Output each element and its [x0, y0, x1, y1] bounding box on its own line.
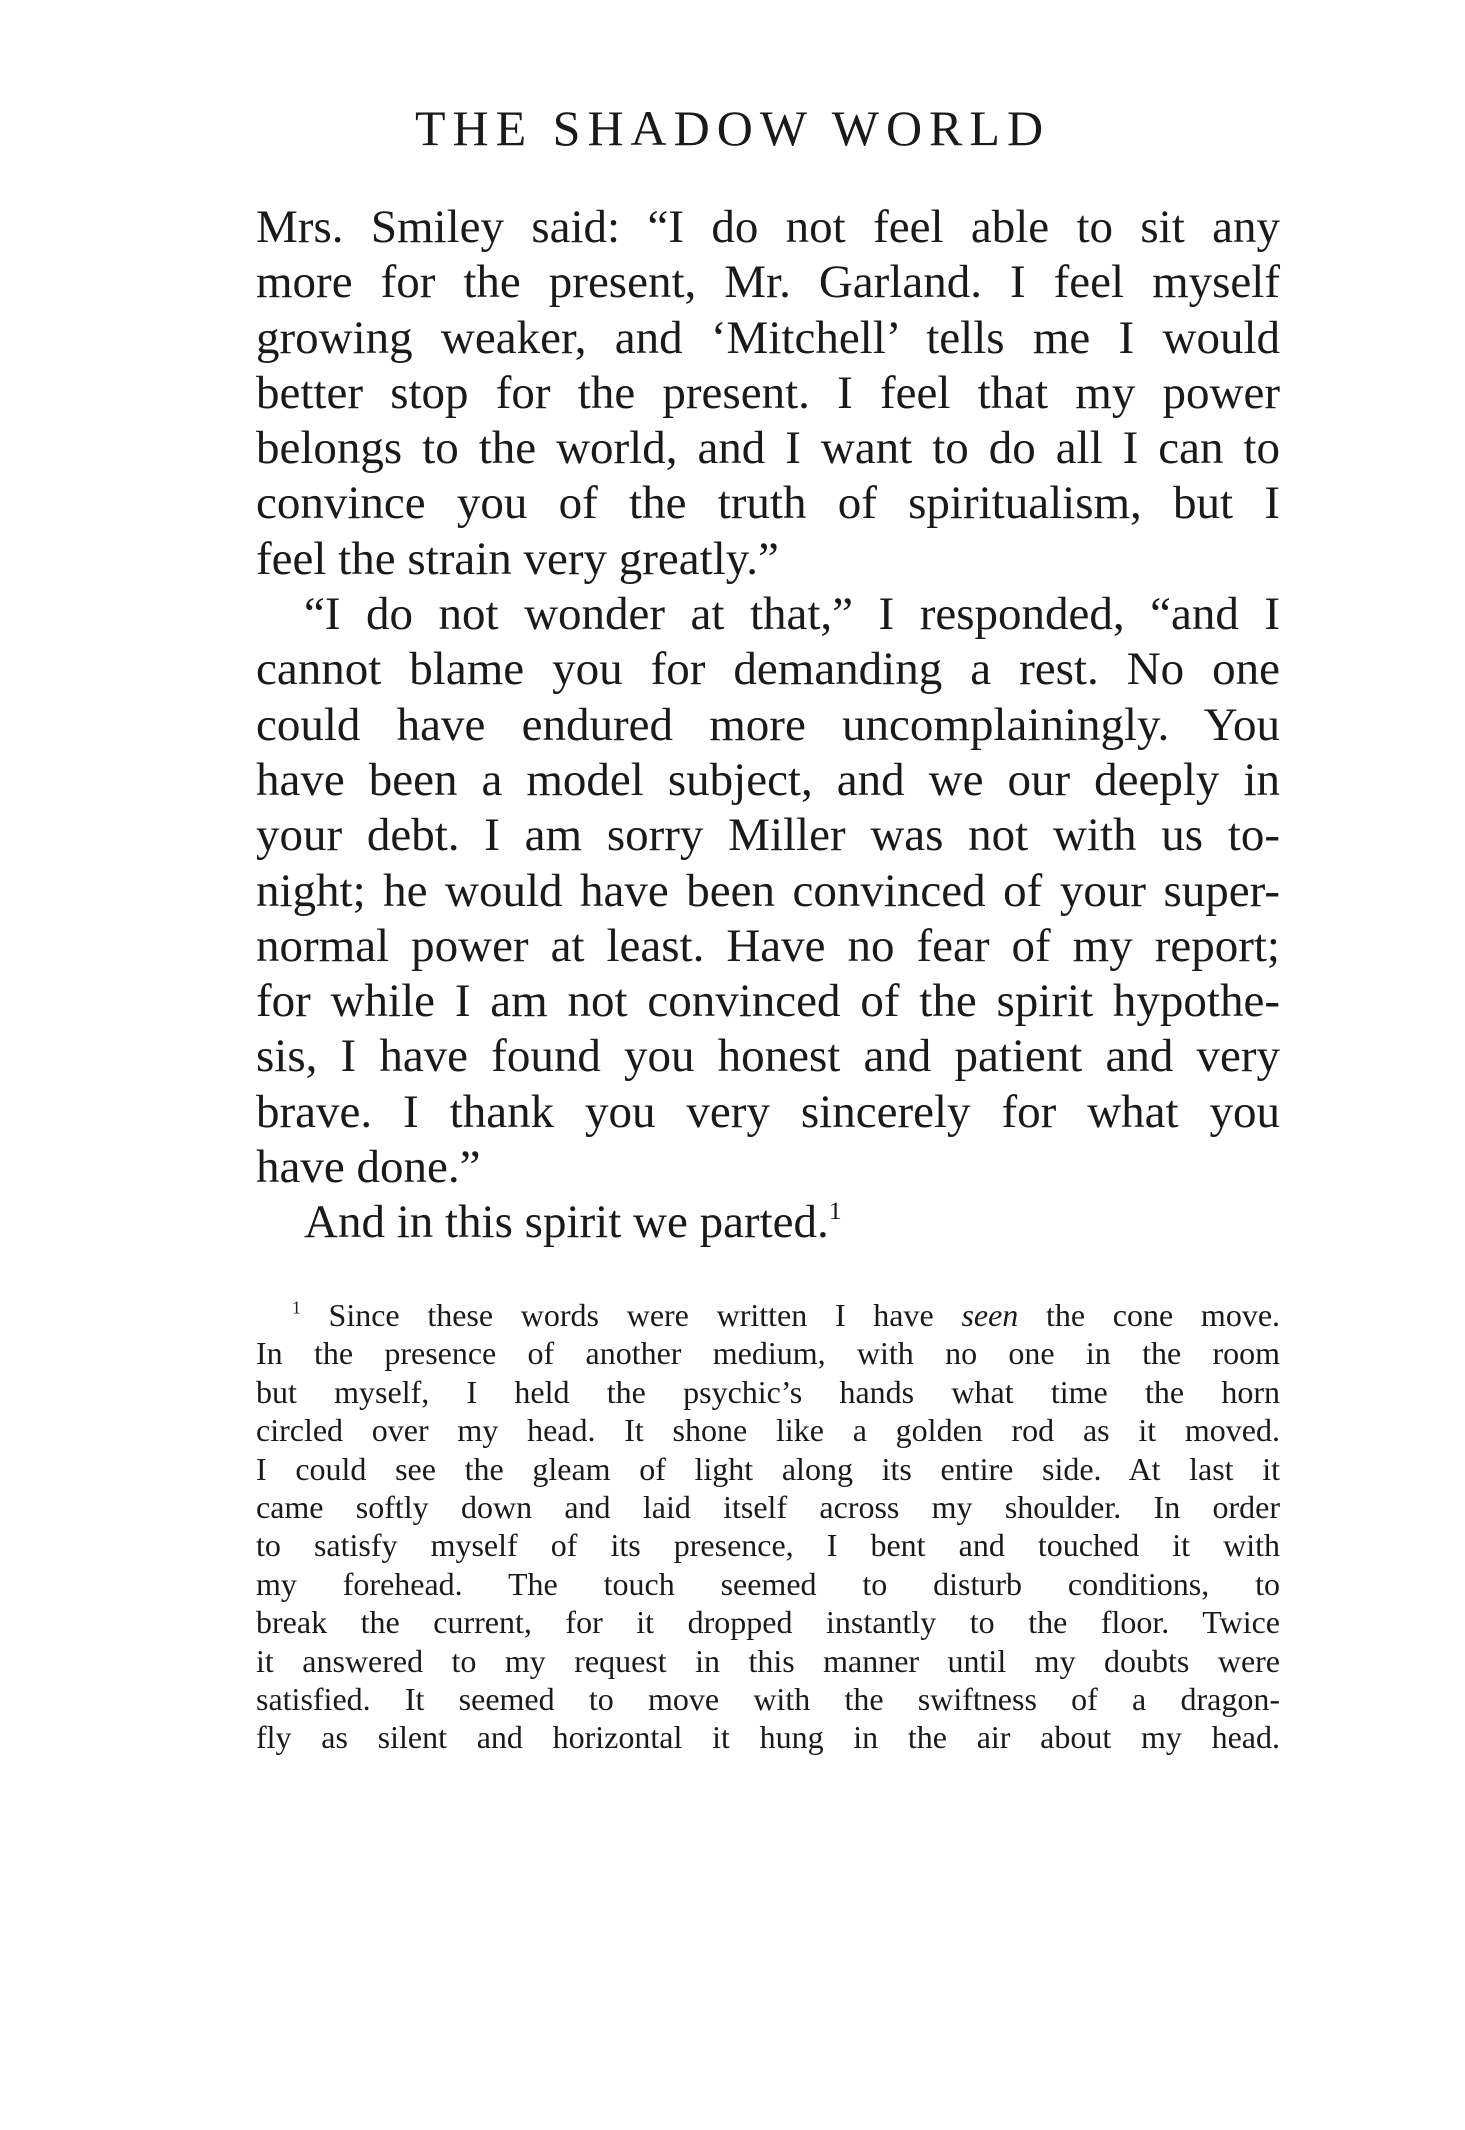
body-line: more for the present, Mr. Garland. I feel myself [256, 256, 1280, 309]
body-line: sis, I have found you honest and patient and very [256, 1030, 1280, 1083]
footnote-text: the cone move. [1018, 1297, 1281, 1333]
body-line: your debt. I am sorry Miller was not with us to- [256, 809, 1280, 862]
footnote-line-first [256, 1296, 1280, 1334]
footnote [256, 1296, 1280, 1757]
footnote-line: it answered to my request in this manner until my doubts were [256, 1642, 1280, 1679]
footnote-italic: seen [961, 1297, 1019, 1333]
footnote-line: to satisfy myself of its presence, I bent and touched it with [256, 1527, 1280, 1564]
body-line: better stop for the present. I feel that my power [256, 366, 1280, 419]
body-line: Mrs. Smiley said: “I do not feel able to sit any [256, 201, 1280, 253]
body-line: feel the strain very greatly.” [256, 532, 779, 585]
body-line: belongs to the world, and I want to do all I can to [256, 422, 1280, 475]
running-head: THE SHADOW WORLD [414, 100, 1051, 156]
footnote-text: Since these words were written I have [328, 1297, 962, 1333]
body-line: normal power at least. Have no fear of my report; [256, 919, 1280, 972]
footnote-line: but myself, I held the psychic’s hands what time the horn [256, 1373, 1280, 1410]
body-line-text: And in this spirit we parted. [304, 1196, 829, 1249]
footnote-line: came softly down and laid itself across my shoulder. In order [256, 1488, 1280, 1525]
footnote-line: fly as silent and horizontal it hung in the air about my head. [256, 1719, 1280, 1756]
body-line: have been a model subject, and we our deeply in [256, 753, 1280, 806]
body-line: night; he would have been convinced of your super- [256, 864, 1280, 917]
body-line: for while I am not convinced of the spirit hypothe- [256, 975, 1280, 1028]
footnote-line: circled over my head. It shone like a golden rod as it moved. [256, 1412, 1280, 1449]
footnote-line: my forehead. The touch seemed to disturb conditions, to [256, 1565, 1280, 1602]
body-line: convince you of the truth of spiritualism, but I [256, 477, 1280, 530]
body-line: have done.” [256, 1141, 481, 1194]
footnote-reference: 1 [828, 1196, 842, 1226]
body-line-final [256, 1195, 1280, 1250]
footnote-line: satisfied. It seemed to move with the swiftness of a dragon- [256, 1680, 1280, 1717]
footnote-line: break the current, for it dropped instantly to the floor. Twice [256, 1604, 1280, 1641]
body-text [256, 200, 1280, 1251]
body-line: growing weaker, and ‘Mitchell’ tells me I would [256, 311, 1280, 364]
footnote-marker: 1 [292, 1297, 301, 1318]
body-line: “I do not wonder at that,” I responded, “and I [304, 588, 1280, 641]
footnote-line: In the presence of another medium, with no one in the room [256, 1335, 1280, 1372]
body-line: cannot blame you for demanding a rest. No one [256, 643, 1280, 696]
body-line: could have endured more uncomplainingly. You [256, 698, 1280, 751]
body-line: brave. I thank you very sincerely for what you [256, 1085, 1280, 1138]
footnote-line: I could see the gleam of light along its entire side. At last it [256, 1450, 1280, 1487]
